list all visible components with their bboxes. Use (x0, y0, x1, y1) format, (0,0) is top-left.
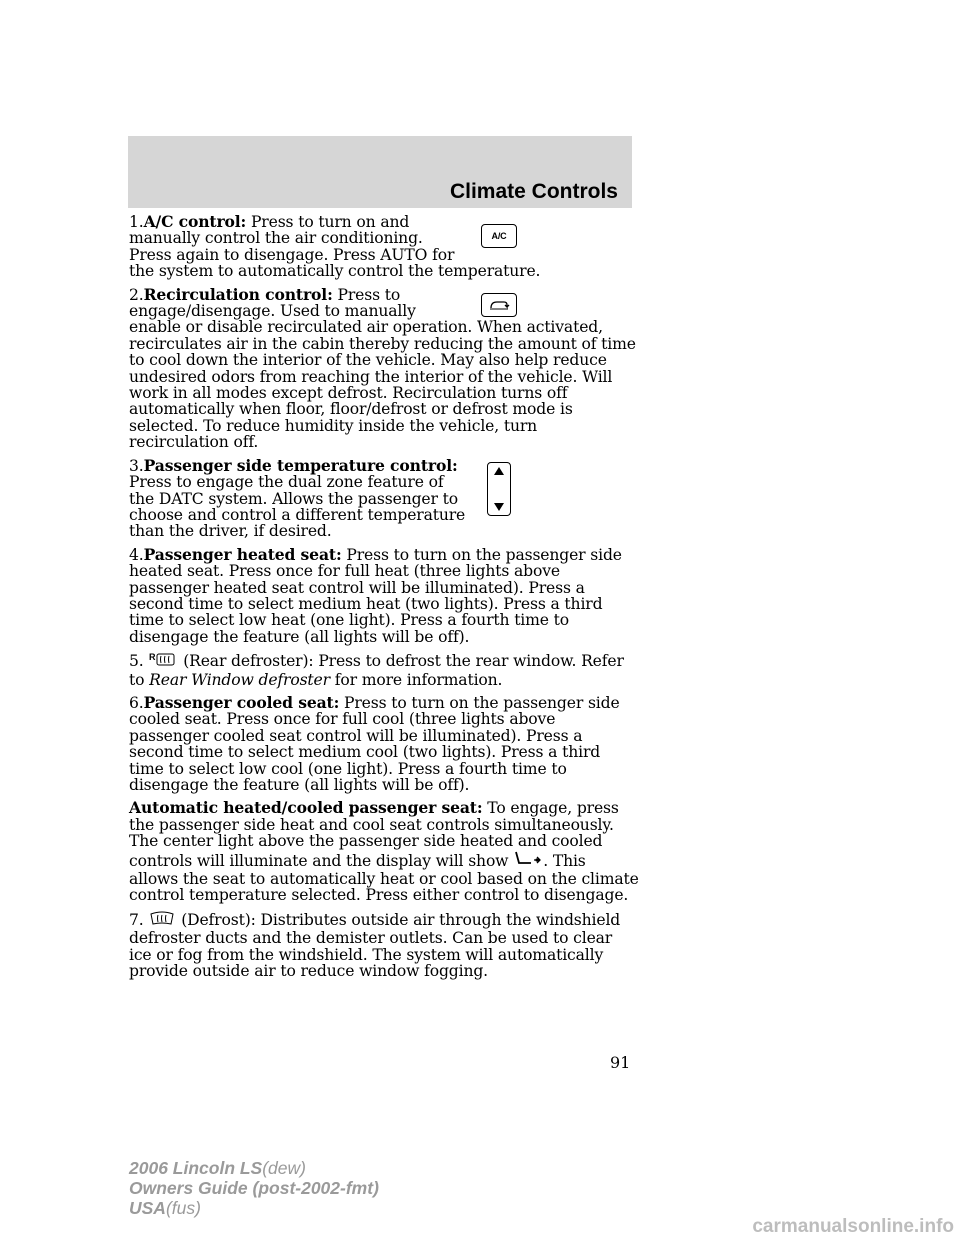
item-text: (Rear defroster): Press to defrost the rear window. Refer to (129, 652, 624, 689)
item-passenger-temperature (129, 455, 639, 541)
item-number: 7. (129, 910, 144, 929)
svg-text:R: R (149, 652, 156, 663)
down-arrow-icon (494, 503, 504, 511)
item-text: Press to turn on the passenger side cooled seat. Press once for full cool (three lights above passenger cooled seat control will be illuminated). Press a second time to select medium cool (two lights). Press a third time to select low cool (one light). Press a fourth time to disengage the feature (all lights will be off). (129, 693, 620, 794)
page-number: 91 (610, 1053, 631, 1072)
item-label: Passenger cooled seat: (143, 692, 340, 712)
item-text: Press to turn on and manually control the air conditioning. Press again to disengage. Press AUTO for the system to automatically control the temperature. (129, 213, 541, 281)
item-label: Automatic heated/cooled passenger seat: (129, 798, 483, 818)
footer-line-1: 2006 Lincoln LS(dew) (129, 1158, 306, 1178)
item-text: . This allows the seat to automatically heat or cool based on the climate control temperature selected. Press either control to disengage. (129, 851, 639, 905)
item-number: 4. (129, 545, 144, 564)
item-text: To engage, press the passenger side heat and cool seat controls simultaneously. The center light above the passenger side heated and cooled controls will illuminate and the display will show (129, 799, 619, 870)
item-ac-control (129, 214, 639, 280)
item-label: Recirculation control: (143, 284, 333, 304)
item-number: 2. (129, 285, 144, 304)
ac-button-icon: A/C (481, 224, 517, 248)
item-text: Press to engage the dual zone feature of the DATC system. Allows the passenger to choose and control a different temperature than the driver, if desired. (129, 473, 466, 541)
item-number: 3. (129, 456, 144, 475)
item-recirculation-control (129, 284, 639, 452)
auto-seat-icon (513, 850, 543, 871)
cross-reference: Rear Window defroster (149, 670, 330, 689)
item-label: A/C control: (143, 212, 247, 231)
temperature-up-down-icon (487, 462, 511, 516)
rear-defroster-icon (148, 652, 178, 671)
footer-line-2: Owners Guide (post-2002-fmt) (129, 1178, 379, 1198)
up-arrow-icon (494, 467, 504, 475)
item-defrost (129, 911, 639, 980)
item-number: 5. (129, 652, 144, 671)
recirculation-icon (481, 293, 517, 317)
item-text: (Defrost): Distributes outside air through the windshield defroster ducts and the demister outlets. Can be used to clear ice or fog from the windshield. The system will automatically provide outside air to reduce window fogging. (129, 910, 621, 981)
item-number: 6. (129, 693, 144, 712)
item-label: Passenger side temperature control: (143, 455, 458, 475)
watermark: carmanualsonline.info (752, 1216, 954, 1237)
item-number: 1. (129, 213, 144, 231)
defrost-icon (148, 911, 176, 930)
item-passenger-heated-seat (129, 544, 639, 646)
page-content (129, 214, 639, 986)
item-text: for more information. (329, 670, 503, 689)
item-automatic-seat (129, 800, 639, 903)
item-rear-defroster (129, 652, 639, 688)
section-title: Climate Controls (449, 180, 618, 203)
item-text: Press to engage/disengage. Used to manually enable or disable recirculated air operation. When activated, recirculates air in the cabin thereby reducing the amount of time to cool down the interior of the vehicle. May also help reduce undesired odors from reaching the interior of the vehicle. Will work in all modes except defrost. Recirculation turns off automatically when floor, floor/defrost or defrost mode is selected. To reduce humidity inside the vehicle, turn recirculation off. (129, 285, 636, 452)
item-text: Press to turn on the passenger side heated seat. Press once for full heat (three lights above passenger heated seat control will be illuminated). Press a second time to select medium heat (two lights). Press a third time to select low heat (one light). Press a fourth time to disengage the feature (all lights will be off). (129, 545, 622, 646)
item-label: Passenger heated seat: (143, 544, 342, 564)
header-band (128, 136, 632, 208)
item-passenger-cooled-seat (129, 692, 639, 794)
document-footer (129, 1158, 379, 1218)
footer-line-3: USA(fus) (129, 1198, 201, 1218)
